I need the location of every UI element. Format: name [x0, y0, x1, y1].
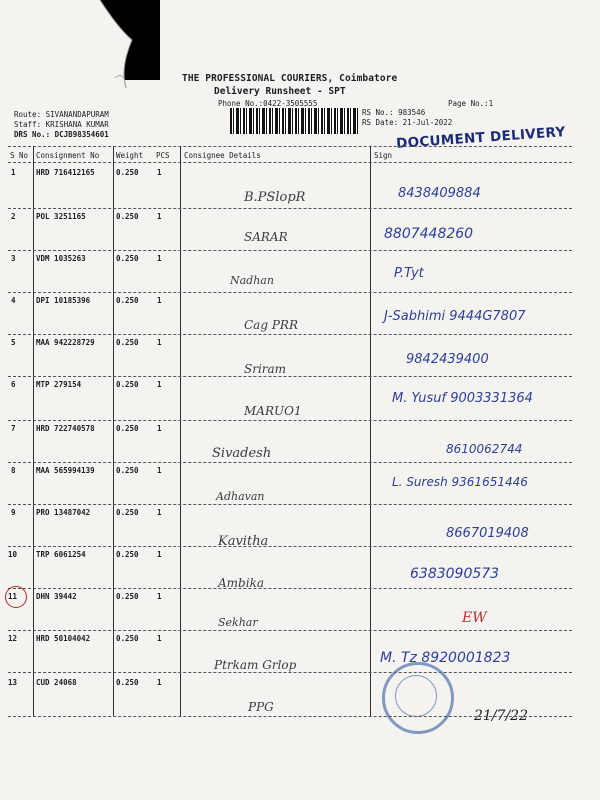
consignee-handwriting: B.PSlopR: [244, 190, 306, 205]
row-rule: [8, 716, 572, 717]
row-sno: 9: [11, 508, 16, 517]
consignee-handwriting: SARAR: [244, 230, 288, 244]
row-pcs: 1: [157, 678, 162, 687]
round-seal-stamp: [382, 662, 454, 734]
row-rule: [8, 250, 572, 251]
row-pcs: 1: [157, 508, 162, 517]
signature-handwriting: 8667019408: [446, 526, 529, 541]
row-weight: 0.250: [116, 296, 139, 305]
consignee-handwriting: Sriram: [244, 362, 287, 376]
row-weight: 0.250: [116, 678, 139, 687]
row-pcs: 1: [157, 550, 162, 559]
row-weight: 0.250: [116, 592, 139, 601]
signature-handwriting: L. Suresh 9361651446: [392, 475, 528, 489]
row-weight: 0.250: [116, 254, 139, 263]
row-pcs: 1: [157, 380, 162, 389]
row-sno: 4: [11, 296, 16, 305]
row-sno: 1: [11, 168, 16, 177]
row-consignment: TRP 6061254: [36, 550, 86, 559]
row-rule: [8, 420, 572, 421]
signature-handwriting: 8438409884: [398, 186, 481, 201]
row-consignment: VDM 1035263: [36, 254, 86, 263]
consignee-handwriting: PPG: [248, 700, 274, 714]
row-pcs: 1: [157, 212, 162, 221]
row-sno: 12: [8, 634, 18, 643]
row-rule: [8, 462, 572, 463]
row-rule: [8, 630, 572, 631]
row-sno: 10: [8, 550, 18, 559]
row-sno: 3: [11, 254, 16, 263]
row-consignment: DHN 39442: [36, 592, 77, 601]
runsheet-subtitle: Delivery Runsheet - SPT: [214, 86, 346, 97]
rs-date: RS Date: 21-Jul-2022: [362, 118, 453, 127]
drs-label: DRS No.: DCJB98354601: [14, 130, 109, 139]
row-pcs: 1: [157, 296, 162, 305]
company-title: THE PROFESSIONAL COURIERS, Coimbatore: [182, 73, 398, 84]
row-consignment: MAA 942228729: [36, 338, 95, 347]
row-pcs: 1: [157, 466, 162, 475]
signature-handwriting: J-Sabhimi 9444G7807: [384, 309, 526, 324]
consignee-handwriting: Adhavan: [216, 490, 265, 503]
row-weight: 0.250: [116, 168, 139, 177]
consignee-handwriting: Sivadesh: [212, 446, 272, 461]
row-weight: 0.250: [116, 424, 139, 433]
consignee-handwriting: Cag PRR: [244, 318, 298, 332]
consignee-handwriting: MARUO1: [244, 404, 302, 418]
row-weight: 0.250: [116, 338, 139, 347]
row-rule: [8, 292, 572, 293]
signature-handwriting: M. Tz 8920001823: [380, 650, 511, 666]
signature-handwriting: 8807448260: [384, 226, 474, 242]
header-rule-top: [8, 146, 572, 147]
col-sno: S No: [10, 151, 29, 160]
row-sno: 5: [11, 338, 16, 347]
consignee-handwriting: Nadhan: [230, 274, 274, 287]
row-weight: 0.250: [116, 634, 139, 643]
row-sno: 2: [11, 212, 16, 221]
row-weight: 0.250: [116, 550, 139, 559]
row-rule: [8, 672, 572, 673]
signature-handwriting: EW: [462, 610, 487, 626]
rs-number: RS No.: 983546: [362, 108, 426, 117]
staff-label: Staff: KRISHANA KUMAR: [14, 120, 109, 129]
row-consignment: HRD 50104042: [36, 634, 91, 643]
consignee-handwriting: Kavitha: [218, 534, 269, 549]
row-pcs: 1: [157, 592, 162, 601]
row-pcs: 1: [157, 168, 162, 177]
row-sno: 8: [11, 466, 16, 475]
col-pcs: PCS: [156, 151, 170, 160]
row-rule: [8, 504, 572, 505]
signature-handwriting: 6383090573: [410, 566, 500, 582]
row-consignment: PRO 13487042: [36, 508, 91, 517]
row-consignment: DPI 10185396: [36, 296, 91, 305]
signature-handwriting: 9842439400: [406, 352, 489, 367]
row-rule: [8, 546, 572, 547]
route-label: Route: SIVANANDAPURAM: [14, 110, 109, 119]
row-rule: [8, 588, 572, 589]
row-weight: 0.250: [116, 380, 139, 389]
page-number: Page No.:1: [448, 99, 494, 108]
row-pcs: 1: [157, 634, 162, 643]
row-consignment: MTP 279154: [36, 380, 82, 389]
consignee-handwriting: Sekhar: [218, 616, 258, 629]
row-pcs: 1: [157, 254, 162, 263]
col-consignee: Consignee Details: [184, 151, 261, 160]
col-signature: Sign: [374, 151, 393, 160]
signature-handwriting: 21/7/22: [474, 708, 528, 724]
row-weight: 0.250: [116, 508, 139, 517]
row-consignment: MAA 565994139: [36, 466, 95, 475]
signature-handwriting: M. Yusuf 9003331364: [392, 391, 533, 406]
row-sno: 7: [11, 424, 16, 433]
document-delivery-stamp: DOCUMENT DELIVERY: [395, 124, 567, 152]
col-weight: Weight: [116, 151, 144, 160]
row-rule: [8, 208, 572, 209]
row-consignment: POL 3251165: [36, 212, 86, 221]
row-consignment: HRD 722740578: [36, 424, 95, 433]
row-weight: 0.250: [116, 466, 139, 475]
consignee-handwriting: Ptrkam Grlop: [214, 658, 297, 672]
row-pcs: 1: [157, 424, 162, 433]
signature-handwriting: P.Tyt: [394, 266, 424, 281]
row-consignment: HRD 716412165: [36, 168, 95, 177]
torn-corner: [0, 0, 170, 95]
row-sno: 6: [11, 380, 16, 389]
row-pcs: 1: [157, 338, 162, 347]
row-rule: [8, 376, 572, 377]
signature-handwriting: 8610062744: [446, 442, 523, 456]
col-consignment: Consignment No: [36, 151, 100, 160]
row-weight: 0.250: [116, 212, 139, 221]
row-consignment: CUD 24068: [36, 678, 77, 687]
phone-number: Phone No.:0422-3505555: [218, 99, 318, 108]
consignee-handwriting: Ambika: [218, 576, 264, 590]
header-rule-bottom: [8, 162, 572, 163]
row-rule: [8, 334, 572, 335]
row-sno: 13: [8, 678, 18, 687]
barcode: [230, 108, 358, 134]
row-sno: 11: [8, 592, 18, 601]
